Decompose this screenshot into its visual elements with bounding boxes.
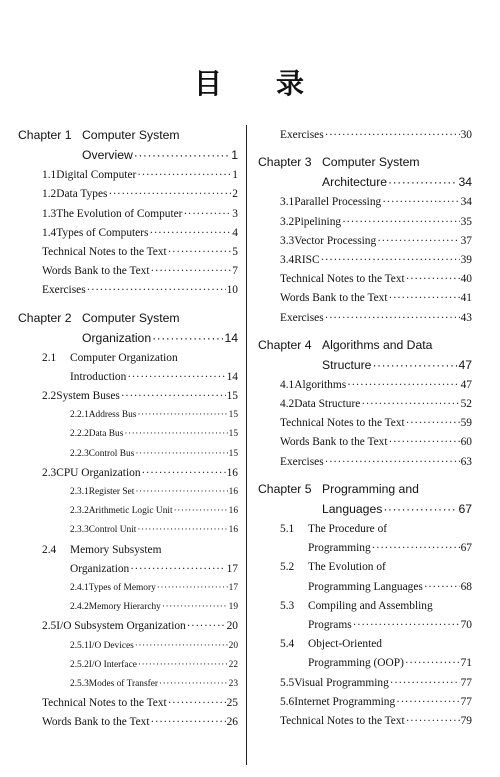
leader-dots bbox=[87, 281, 226, 300]
toc-page-number: 71 bbox=[460, 657, 472, 670]
toc-number: 1.2 bbox=[42, 188, 57, 201]
leader-dots bbox=[396, 693, 459, 712]
toc-number: 2.5.3 bbox=[70, 678, 89, 689]
toc-entry-text: Exercises bbox=[42, 284, 86, 297]
leader-dots bbox=[142, 464, 226, 483]
toc-page-number: 22 bbox=[228, 659, 238, 670]
toc-entry-s2-5-2[interactable] bbox=[18, 656, 238, 675]
toc-page-number: 17 bbox=[226, 562, 238, 575]
toc-number: 2.4 bbox=[42, 543, 57, 556]
toc-title bbox=[0, 62, 500, 102]
leader-dots bbox=[390, 674, 460, 693]
toc-number: Chapter 4 bbox=[258, 337, 312, 352]
leader-dots bbox=[321, 251, 460, 270]
toc-number: 5.6 bbox=[280, 695, 295, 708]
toc-entry-ex4[interactable] bbox=[258, 453, 472, 472]
toc-entry-ex1[interactable] bbox=[18, 281, 238, 300]
toc-entry-tn3[interactable] bbox=[258, 270, 472, 289]
toc-entry-ex2[interactable] bbox=[258, 126, 472, 145]
toc-entry-text: Data Structure bbox=[294, 398, 361, 411]
leader-dots bbox=[353, 616, 460, 635]
toc-entry-text: Organization bbox=[70, 562, 130, 575]
toc-page-number: 34 bbox=[458, 175, 472, 190]
toc-page-number: 30 bbox=[460, 129, 472, 141]
toc-entry-text: Structure bbox=[322, 357, 372, 372]
leader-dots bbox=[151, 713, 226, 732]
toc-entry-s5-1b[interactable] bbox=[258, 539, 472, 558]
toc-page-number: 70 bbox=[460, 618, 472, 631]
leader-dots bbox=[347, 376, 459, 395]
toc-left-column bbox=[18, 126, 238, 732]
toc-page-number: 20 bbox=[228, 640, 238, 651]
toc-page-number: 39 bbox=[460, 253, 472, 266]
leader-dots bbox=[149, 224, 231, 243]
toc-entry-s2-4-1[interactable] bbox=[18, 579, 238, 598]
toc-entry-text: Programming Languages bbox=[308, 580, 423, 593]
toc-page-number: 3 bbox=[232, 207, 238, 220]
toc-entry-text: Technical Notes to the Text bbox=[280, 273, 405, 286]
toc-page-number: 15 bbox=[228, 429, 238, 440]
toc-entry-text: Computer System bbox=[322, 155, 420, 170]
leader-dots bbox=[152, 328, 223, 349]
leader-dots bbox=[174, 502, 228, 521]
toc-entry-text: Overview bbox=[82, 148, 133, 163]
leader-dots bbox=[382, 193, 459, 212]
toc-number: Chapter 2 bbox=[18, 310, 72, 325]
toc-number: 5.2 bbox=[280, 561, 295, 574]
toc-entry-text: System Buses bbox=[56, 390, 120, 403]
leader-dots bbox=[138, 656, 228, 675]
toc-entry-text: Computer System bbox=[82, 310, 180, 325]
toc-number: 1.3 bbox=[42, 207, 57, 220]
leader-dots bbox=[135, 445, 227, 464]
toc-entry-ch1-l1[interactable] bbox=[18, 126, 238, 145]
toc-entry-text: Words Bank to the Text bbox=[280, 436, 388, 449]
toc-page-number: 37 bbox=[460, 234, 472, 247]
toc-entry-s3-2[interactable] bbox=[258, 213, 472, 232]
toc-page-number: 16 bbox=[228, 487, 238, 497]
toc-entry-text: Programming (OOP) bbox=[308, 657, 404, 670]
toc-page-number: 35 bbox=[460, 215, 472, 228]
toc-entry-s5-2b[interactable] bbox=[258, 578, 472, 597]
toc-entry-text: Exercises bbox=[280, 311, 324, 324]
leader-dots bbox=[157, 579, 228, 598]
toc-page-number: 1 bbox=[231, 148, 238, 163]
toc-entry-text: Register Set bbox=[88, 487, 135, 497]
leader-dots bbox=[137, 166, 231, 185]
leader-dots bbox=[389, 289, 460, 308]
toc-page-number: 15 bbox=[226, 390, 238, 403]
toc-page-number: 15 bbox=[228, 448, 238, 459]
toc-entry-text: Data Types bbox=[56, 188, 108, 201]
toc-entry-text: Technical Notes to the Text bbox=[280, 714, 405, 727]
toc-entry-text: I/O Interface bbox=[88, 659, 137, 670]
toc-number: Chapter 5 bbox=[258, 481, 312, 496]
toc-entry-text: Algorithms bbox=[294, 378, 347, 391]
toc-entry-s5-4a[interactable] bbox=[258, 635, 472, 654]
toc-entry-ch4-l1[interactable] bbox=[258, 336, 472, 355]
toc-page-number: 7 bbox=[232, 265, 238, 278]
toc-entry-tn4[interactable] bbox=[258, 414, 472, 433]
toc-entry-text: Architecture bbox=[322, 175, 388, 190]
leader-dots bbox=[135, 483, 227, 502]
toc-entry-text: Exercises bbox=[280, 129, 324, 141]
toc-page-number: 47 bbox=[460, 378, 472, 391]
leader-dots bbox=[361, 395, 459, 414]
toc-page-number: 59 bbox=[460, 417, 472, 430]
leader-dots bbox=[372, 539, 460, 558]
leader-dots bbox=[377, 232, 459, 251]
toc-entry-ex3[interactable] bbox=[258, 309, 472, 328]
toc-entry-text: Pipelining bbox=[294, 215, 342, 228]
toc-page-number: 25 bbox=[226, 697, 238, 710]
toc-page-number: 2 bbox=[232, 188, 238, 201]
toc-entry-s2-4-2[interactable] bbox=[18, 598, 238, 617]
toc-number: 4.1 bbox=[280, 378, 295, 391]
toc-page-number: 60 bbox=[460, 436, 472, 449]
toc-entry-text: The Evolution of bbox=[308, 561, 386, 574]
toc-entry-ch3-l2[interactable] bbox=[258, 172, 472, 193]
leader-dots bbox=[137, 406, 227, 425]
toc-entry-s1-3[interactable] bbox=[18, 205, 238, 224]
toc-entry-s2-3-3[interactable] bbox=[18, 521, 238, 540]
leader-dots bbox=[151, 262, 232, 281]
toc-entry-s2-5-1[interactable] bbox=[18, 637, 238, 656]
leader-dots bbox=[108, 185, 231, 204]
toc-entry-text: Control Bus bbox=[88, 448, 135, 459]
leader-dots bbox=[325, 126, 460, 145]
toc-entry-text: Modes of Transfer bbox=[88, 678, 159, 689]
toc-entry-s2-5-3[interactable] bbox=[18, 675, 238, 694]
toc-number: Chapter 3 bbox=[258, 155, 312, 170]
toc-entry-text: CPU Organization bbox=[56, 466, 141, 479]
toc-page-number: 47 bbox=[458, 357, 472, 372]
toc-entry-s2-1b[interactable] bbox=[18, 368, 238, 387]
toc-entry-wb1[interactable] bbox=[18, 262, 238, 281]
leader-dots bbox=[406, 712, 460, 731]
toc-number: 5.4 bbox=[280, 638, 295, 651]
toc-page-number: 34 bbox=[460, 196, 472, 209]
toc-entry-s3-4[interactable] bbox=[258, 251, 472, 270]
toc-page-number: 23 bbox=[228, 678, 238, 689]
toc-page-number: 63 bbox=[460, 455, 472, 468]
toc-number: 2.5.1 bbox=[70, 640, 89, 651]
toc-entry-ch2-l1[interactable] bbox=[18, 309, 238, 328]
toc-entry-text: Address Bus bbox=[88, 410, 137, 421]
toc-page-number: 20 bbox=[226, 620, 238, 633]
toc-entry-ch5-l2[interactable] bbox=[258, 499, 472, 520]
toc-entry-s5-6[interactable] bbox=[258, 693, 472, 712]
toc-page-number: 19 bbox=[228, 602, 238, 613]
leader-dots bbox=[389, 433, 460, 452]
toc-entry-ch5-l1[interactable] bbox=[258, 480, 472, 499]
toc-number: 2.4.2 bbox=[70, 602, 89, 613]
toc-entry-text: Visual Programming bbox=[294, 676, 389, 689]
toc-entry-text: I/O Subsystem Organization bbox=[56, 620, 186, 633]
toc-entry-s1-4[interactable] bbox=[18, 224, 238, 243]
toc-entry-text: Types of Memory bbox=[88, 582, 156, 593]
toc-page-number: 79 bbox=[460, 714, 472, 727]
toc-entry-ch2-l2[interactable] bbox=[18, 328, 238, 349]
toc-page-number: 14 bbox=[226, 370, 238, 383]
leader-dots bbox=[130, 560, 225, 579]
toc-page-number: 77 bbox=[460, 695, 472, 708]
toc-entry-text: Parallel Processing bbox=[294, 196, 382, 209]
toc-page-number: 43 bbox=[460, 311, 472, 324]
toc-number: 2.3.3 bbox=[70, 525, 89, 536]
toc-page-number: 68 bbox=[460, 580, 472, 593]
toc-title-char-2: 录 bbox=[276, 67, 307, 100]
toc-entry-tn2[interactable] bbox=[18, 694, 238, 713]
toc-entry-wb4[interactable] bbox=[258, 433, 472, 452]
toc-number: 3.4 bbox=[280, 253, 295, 266]
toc-entry-text: Words Bank to the Text bbox=[42, 265, 150, 278]
toc-page-number: 4 bbox=[232, 226, 238, 239]
leader-dots bbox=[342, 213, 460, 232]
toc-entry-text: Digital Computer bbox=[56, 169, 137, 182]
leader-dots bbox=[135, 637, 228, 656]
toc-number: 5.5 bbox=[280, 676, 295, 689]
toc-entry-text: Introduction bbox=[70, 370, 127, 383]
toc-entry-text: The Evolution of Computer bbox=[56, 207, 183, 220]
toc-page-number: 16 bbox=[228, 506, 238, 517]
toc-entry-text: RISC bbox=[294, 253, 320, 266]
toc-page-number: 41 bbox=[460, 292, 472, 305]
leader-dots bbox=[162, 598, 228, 617]
leader-dots bbox=[124, 425, 227, 444]
toc-entry-text: Memory Hierarchy bbox=[88, 602, 161, 613]
toc-entry-s2-4a[interactable] bbox=[18, 541, 238, 560]
leader-dots bbox=[168, 243, 232, 262]
toc-number: 5.1 bbox=[280, 523, 295, 535]
toc-entry-text: Compiling and Assembling bbox=[308, 599, 433, 612]
toc-entry-text: Vector Processing bbox=[294, 234, 377, 247]
toc-number: 1.4 bbox=[42, 226, 57, 239]
toc-entry-text: Control Unit bbox=[88, 525, 137, 536]
toc-entry-text: Words Bank to the Text bbox=[280, 292, 388, 305]
toc-number: 2.2.3 bbox=[70, 448, 89, 459]
toc-page-number: 67 bbox=[458, 502, 472, 516]
toc-entry-s2-3-2[interactable] bbox=[18, 502, 238, 521]
toc-entry-s2-2-2[interactable] bbox=[18, 425, 238, 444]
toc-entry-s4-2[interactable] bbox=[258, 395, 472, 414]
toc-entry-s2-4b[interactable] bbox=[18, 560, 238, 579]
toc-entry-text: Data Bus bbox=[88, 429, 124, 440]
toc-entry-text: Languages bbox=[322, 502, 383, 516]
toc-entry-wb3[interactable] bbox=[258, 289, 472, 308]
leader-dots bbox=[137, 521, 227, 540]
leader-dots bbox=[372, 355, 457, 376]
leader-dots bbox=[183, 205, 231, 224]
toc-entry-s3-3[interactable] bbox=[258, 232, 472, 251]
toc-entry-s2-5[interactable] bbox=[18, 617, 238, 636]
toc-entry-s5-5[interactable] bbox=[258, 674, 472, 693]
leader-dots bbox=[127, 368, 225, 387]
toc-page-number: 1 bbox=[232, 169, 238, 182]
leader-dots bbox=[121, 387, 226, 406]
leader-dots bbox=[159, 675, 228, 694]
toc-entry-ch1-l2[interactable] bbox=[18, 145, 238, 166]
toc-number: 2.2.2 bbox=[70, 429, 89, 440]
toc-page-number: 15 bbox=[228, 410, 238, 421]
toc-page-number: 5 bbox=[232, 245, 238, 258]
toc-entry-s4-1[interactable] bbox=[258, 376, 472, 395]
toc-number: 3.2 bbox=[280, 215, 295, 228]
toc-entry-text: Computer System bbox=[82, 128, 180, 142]
toc-page-number: 67 bbox=[460, 542, 472, 555]
toc-entry-s2-2-1[interactable] bbox=[18, 406, 238, 425]
toc-page-number: 77 bbox=[460, 676, 472, 689]
leader-dots bbox=[383, 499, 457, 520]
toc-entry-s1-2[interactable] bbox=[18, 185, 238, 204]
toc-page-number: 17 bbox=[228, 582, 238, 593]
toc-number: 2.1 bbox=[42, 351, 57, 364]
toc-entry-s5-1a[interactable] bbox=[258, 520, 472, 539]
toc-entry-text: Organization bbox=[82, 330, 152, 345]
toc-number: 2.3 bbox=[42, 466, 57, 479]
toc-entry-s2-3[interactable] bbox=[18, 464, 238, 483]
toc-entry-text: Types of Computers bbox=[56, 226, 149, 239]
toc-number: 5.3 bbox=[280, 599, 295, 612]
toc-page-number: 40 bbox=[460, 273, 472, 286]
toc-entry-text: The Procedure of bbox=[308, 523, 388, 535]
toc-number: 2.5 bbox=[42, 620, 57, 633]
toc-entry-s2-2-3[interactable] bbox=[18, 445, 238, 464]
toc-entry-s5-3a[interactable] bbox=[258, 597, 472, 616]
toc-entry-s2-1a[interactable] bbox=[18, 349, 238, 368]
toc-page-number: 10 bbox=[226, 284, 238, 297]
toc-entry-s2-3-1[interactable] bbox=[18, 483, 238, 502]
leader-dots bbox=[406, 414, 460, 433]
toc-page-number: 16 bbox=[226, 466, 238, 479]
toc-entry-tn5[interactable] bbox=[258, 712, 472, 731]
toc-entry-text: Technical Notes to the Text bbox=[280, 417, 405, 430]
toc-entry-text: Words Bank to the Text bbox=[42, 716, 150, 729]
leader-dots bbox=[168, 694, 226, 713]
toc-number: Chapter 1 bbox=[18, 128, 72, 142]
toc-entry-text: Programming and bbox=[322, 481, 419, 496]
column-divider bbox=[246, 125, 247, 765]
leader-dots bbox=[187, 617, 226, 636]
toc-entry-text: Object-Oriented bbox=[308, 638, 383, 651]
leader-dots bbox=[406, 270, 460, 289]
toc-right-column bbox=[258, 126, 472, 731]
toc-page-number: 14 bbox=[224, 330, 238, 345]
toc-entry-text: I/O Devices bbox=[88, 640, 134, 651]
toc-page-number: 16 bbox=[228, 525, 238, 536]
toc-entry-s5-2a[interactable] bbox=[258, 558, 472, 577]
toc-number: 2.3.1 bbox=[70, 487, 89, 497]
toc-number: 2.2.1 bbox=[70, 410, 89, 421]
leader-dots bbox=[325, 309, 460, 328]
toc-number: 2.2 bbox=[42, 390, 57, 403]
toc-title-char-1: 目 bbox=[193, 67, 224, 100]
leader-dots bbox=[405, 654, 460, 673]
leader-dots bbox=[424, 578, 460, 597]
toc-entry-text: Programming bbox=[308, 542, 371, 555]
leader-dots bbox=[134, 145, 230, 166]
toc-number: 1.1 bbox=[42, 169, 57, 182]
toc-entry-s2-2[interactable] bbox=[18, 387, 238, 406]
toc-entry-wb2[interactable] bbox=[18, 713, 238, 732]
toc-entry-s5-4b[interactable] bbox=[258, 654, 472, 673]
toc-entry-text: Memory Subsystem bbox=[70, 543, 162, 556]
toc-entry-text: Technical Notes to the Text bbox=[42, 245, 167, 258]
toc-number: 2.3.2 bbox=[70, 506, 89, 517]
toc-entry-text: Technical Notes to the Text bbox=[42, 697, 167, 710]
toc-entry-text: Arithmetic Logic Unit bbox=[88, 506, 173, 517]
leader-dots bbox=[325, 453, 460, 472]
toc-entry-s1-1[interactable] bbox=[18, 166, 238, 185]
toc-entry-ch4-l2[interactable] bbox=[258, 355, 472, 376]
toc-entry-ch3-l1[interactable] bbox=[258, 153, 472, 172]
toc-page-number: 26 bbox=[226, 716, 238, 729]
toc-entry-text: Internet Programming bbox=[294, 695, 396, 708]
toc-entry-text: Exercises bbox=[280, 455, 324, 468]
toc-number: 3.3 bbox=[280, 234, 295, 247]
toc-entry-text: Computer Organization bbox=[70, 351, 178, 364]
toc-number: 2.5.2 bbox=[70, 659, 89, 670]
toc-entry-tn1[interactable] bbox=[18, 243, 238, 262]
toc-page-number: 52 bbox=[460, 398, 472, 411]
toc-number: 3.1 bbox=[280, 196, 295, 209]
toc-entry-s3-1[interactable] bbox=[258, 193, 472, 212]
toc-entry-text: Programs bbox=[308, 618, 352, 631]
toc-entry-text: Algorithms and Data bbox=[322, 337, 433, 352]
toc-entry-s5-3b[interactable] bbox=[258, 616, 472, 635]
leader-dots bbox=[388, 172, 457, 193]
toc-number: 2.4.1 bbox=[70, 582, 89, 593]
toc-number: 4.2 bbox=[280, 398, 295, 411]
